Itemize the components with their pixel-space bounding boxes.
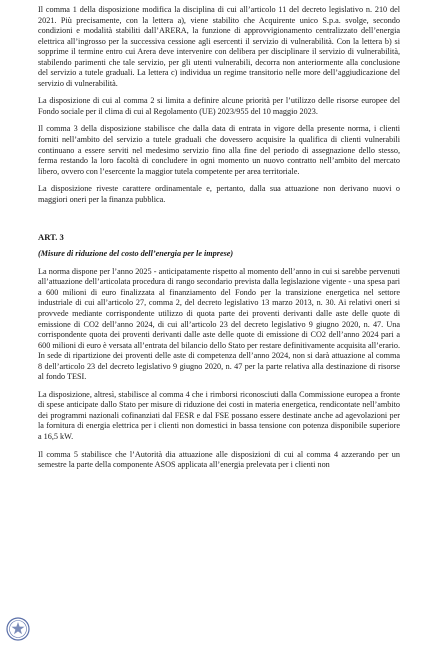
paragraph-comma-5: Il comma 5 stabilisce che l’Autorità dia attuazione alle disposizioni di cui al comma 4 azzerando per un semestre la parte della componente ASOS applicata all’energia prelevata per i clienti non [38,449,400,470]
article-subheading: (Misure di riduzione del costo dell’energia per le imprese) [38,249,234,259]
article-heading: ART. 3 [38,232,64,243]
paragraph-norma-2025: La norma dispone per l’anno 2025 - anticipatamente rispetto al momento dell’anno in cui si sarebbe pervenuti all’attuazione dell’articolata procedura di rango secondario prevista dalla legislazione vigente - una spesa pari a 600 milioni di euro finalizzata al finanziamento del Fondo per la transizione energetica nel settore industriale di cui all’articolo 27, comma 2, del decreto legislativo 13 marzo 2013, n. 30. Ai relativi oneri si provvede mediante corrispondente utilizzo di quota parte dei proventi derivanti dalle aste delle quote di emissione di CO2 dell’anno 2024, di cui all’articolo 23 del decreto legislativo 9 giugno 2020, n. 47. Una corrispondente quota dei proventi derivanti dalle aste delle quote di emissione di CO2 dell’anno 2024 pari a 600 milioni di euro è versata all’entrata del bilancio dello Stato per restare definitivamente acquisita all’erario. In sede di ripartizione dei proventi delle aste di competenza dell’anno 2024, non si darà attuazione al comma 8 dell’articolo 23 del decreto legislativo 9 giugno 2020, n. 47 per la parte relativa alla destinazione di risorse al fondo TESI. [38,266,400,382]
paragraph-comma-1: Il comma 1 della disposizione modifica la disciplina di cui all’articolo 11 del decreto legislativo n. 210 del 2021. Più precisamente, con la lettera a), viene stabilito che Acquirente unico S.p.a. svolge, secondo condizioni e modalità stabiliti dall’ARERA, la funzione di approvvigionamento centralizzato dell’energia elettrica all’ingrosso per la successiva cessione agli esercenti il servizio di vulnerabilità. Con la lettera b) si sopprime il termine entro cui Arera deve intervenire con delibera per disciplinare il servizio di vulnerabilità, stabilendo parimenti che tale servizio, per gli utenti vulnerabili, decorra non anteriormente alla conclusione del servizio a tutele graduali. La lettera c) individua un regime transitorio nelle more dell’aggiudicazione del servizio di vulnerabilità. [38,5,400,88]
republic-emblem-icon [6,617,30,641]
paragraph-comma-2: La disposizione di cui al comma 2 si limita a definire alcune priorità per l’utilizzo delle risorse europee del Fondo sociale per il clima di cui al Regolamento (UE) 2023/955 del 10 maggio 2023. [38,96,400,116]
section-spacer [38,212,400,232]
document-body [38,5,400,478]
paragraph-oneri: La disposizione riveste carattere ordinamentale e, pertanto, dalla sua attuazione non derivano nuovi o maggiori oneri per la finanza pubblica. [38,184,400,204]
paragraph-comma-4: La disposizione, altresì, stabilisce al comma 4 che i rimborsi riconosciuti dalla Commissione europea a fronte di spese anticipate dallo Stato per misure di riduzione dei costi in materia energetica, rendicontate nell’ambito dei programmi nazionali cofinanziati dal FESR e dal FSE possano essere destinate anche ad agevolazioni per la fornitura di energia elettrica per i clienti non domestici in bassa tensione con potenza disponibile superiore a 16,5 kW. [38,389,400,441]
paragraph-comma-3: Il comma 3 della disposizione stabilisce che dalla data di entrata in vigore della presente norma, i clienti forniti nell’ambito del servizio a tutele graduali che dovessero acquisire la qualifica di clienti vulnerabili continuano a essere serviti nel medesimo servizio fino alla fine del periodo di assegnazione dello stesso, ferma restando la loro facoltà di concludere in ogni momento un nuovo contratto nell’ambito del mercato libero, ovvero con l’esercente la maggior tutela competente per area territoriale. [38,124,400,176]
